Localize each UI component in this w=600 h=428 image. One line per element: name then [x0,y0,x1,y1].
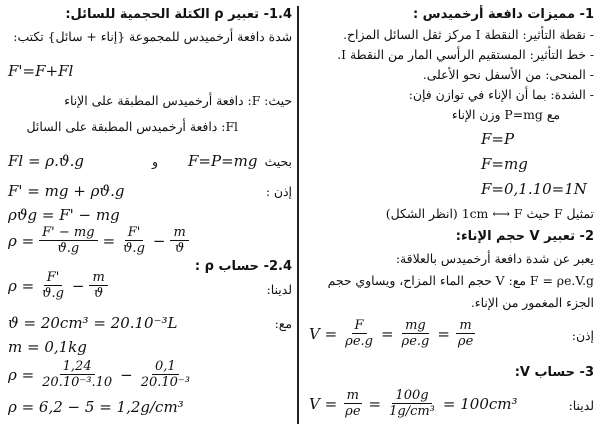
rho-equals: ρ = [8,365,35,384]
denominator: ϑ [174,241,185,256]
denominator: ϑ [94,286,104,301]
fraction-fprime [120,225,148,256]
numerator: 0,1 [152,359,179,375]
equation-f-prime: F' = mg + ρϑ.g [8,182,125,200]
section-2-4-heading: 2.4- حساب ρ : [194,259,292,274]
line-of-action: - خط التأثير: المستقيم الرأسي المار من النقطة I. [337,47,594,62]
numerator: m [344,388,362,404]
vector-representation: تمثيل F حيث 1cm ⟷ F (انظر الشكل) [385,206,594,221]
thrust-on-liquid: Fl: دافعة أرخميدس المطبقة على السائل [26,119,238,134]
fraction-1-24 [39,359,115,390]
equation-rho-numeric [8,359,193,390]
point-of-application: - نقطة التأثير: النقطة I مركز ثقل السائل المزاح. [343,27,594,42]
equals: = [437,324,450,343]
v-equals: V = [309,324,338,343]
with-label: مع: [274,316,292,331]
section-1-heading: 1- مميزات دافعة أرخميدس : [412,7,594,22]
equation-fl: Fl = ρ.ϑ.g [8,152,84,170]
equation-f-p: F=P [481,130,515,148]
denominator: ρe.g [401,334,430,349]
minus: − [152,231,166,250]
thrust-on-vessel: حيث: F: دافعة أرخميدس المطبقة على الإناء [64,93,292,108]
denominator: ϑ.g [57,241,80,256]
fraction-m-over-rho [455,318,476,349]
given-label: لدينا: [266,282,292,297]
denominator: ρe.g [345,334,373,349]
equation-f-p-mg: F=P=mg [188,152,258,170]
therefore-label: إذن: [571,328,594,343]
volume-calculation [309,388,518,419]
archimedes-relation: F = ρe.V.g مع: V حجم الماء المزاح، ويساوي حجم [327,273,594,288]
numerator: F' [44,270,63,286]
direction: - المنحى: من الأسفل نحو الأعلى. [422,67,594,82]
total-thrust-intro: شدة دافعة أرخميدس للمجموعة {إناء + سائل} تكتب: [13,29,292,44]
intensity: - الشدة: بما أن الإناء في توازن فإن: [408,87,594,102]
numerator: 100g [392,388,431,404]
fraction-0-1 [138,359,193,390]
fraction-mg-over-rho-g [399,318,433,349]
equals: = [102,231,116,250]
equation-mass-value: m = 0,1kg [8,338,87,356]
denominator: 20.10⁻³ [140,375,190,390]
equals: = [380,324,394,343]
denominator: ρe [345,404,361,419]
minus: − [71,276,85,295]
denominator: ϑ.g [42,286,64,301]
fraction-m-over-theta [170,225,188,256]
minus: − [120,365,133,384]
equation-rho-theta-g: ρϑg = F' − mg [8,206,120,224]
numerator: F' [125,225,144,241]
section-1-4-heading: 1.4- تعبير ρ الكتلة الحجمية للسائل: [65,7,292,22]
equation-f-value: F=0,1.10=1N [481,180,587,198]
rho-equals: ρ = [8,276,35,295]
therefore-label: إذن : [265,184,292,199]
equation-rho-expression [8,225,189,256]
equation-rho-result: ρ = 6,2 − 5 = 1,2g/cm³ [8,398,184,416]
and-label: و [152,154,158,169]
numerator: mg [402,318,429,334]
numerator: m [170,225,188,241]
archimedes-relation-intro: يعبر عن شدة دافعة أرخميدس بالعلاقة: [395,251,594,266]
result: = 100cm³ [442,394,518,413]
numerator: F' − mg [39,225,97,241]
equation-total-thrust: F'=F+Fl [8,62,74,80]
denominator: ϑ.g [123,241,145,256]
given-label: لدينا: [568,398,594,413]
volume-expression [309,318,476,349]
denominator: 20.10⁻³.10 [42,375,113,390]
denominator: 1g/cm³ [389,404,435,419]
numerator: m [89,270,107,286]
fraction-100g-over-density [386,388,438,419]
equation-rho-formula [8,270,108,301]
section-2-heading: 2- تعبير V حجم الإناء: [455,229,594,244]
fraction-fprime-minus-mg [39,225,97,256]
equation-f-mg: F=mg [481,155,528,173]
submerged-part-note: الجزء المغمور من الإناء. [470,295,594,310]
denominator: ρe [457,334,474,349]
numerator: 1,24 [60,359,95,375]
left-column [0,0,298,428]
fraction-m-over-theta [89,270,107,301]
numerator: F [352,318,367,334]
fraction-fprime [39,270,67,301]
equation-volume-value: ϑ = 20cm³ = 20.10⁻³L [8,314,178,332]
such-that-label: بحيث [264,154,292,169]
equals: = [368,394,382,413]
rho-equals: ρ = [8,231,35,250]
fraction-m-over-rho [342,388,363,419]
fraction-f-over-rho-g [342,318,376,349]
right-column [301,0,600,428]
numerator: m [456,318,474,334]
section-3-heading: 3- حساب V: [514,365,594,380]
v-equals: V = [309,394,338,413]
weight-note: مع P=mg وزن الإناء [451,107,560,122]
